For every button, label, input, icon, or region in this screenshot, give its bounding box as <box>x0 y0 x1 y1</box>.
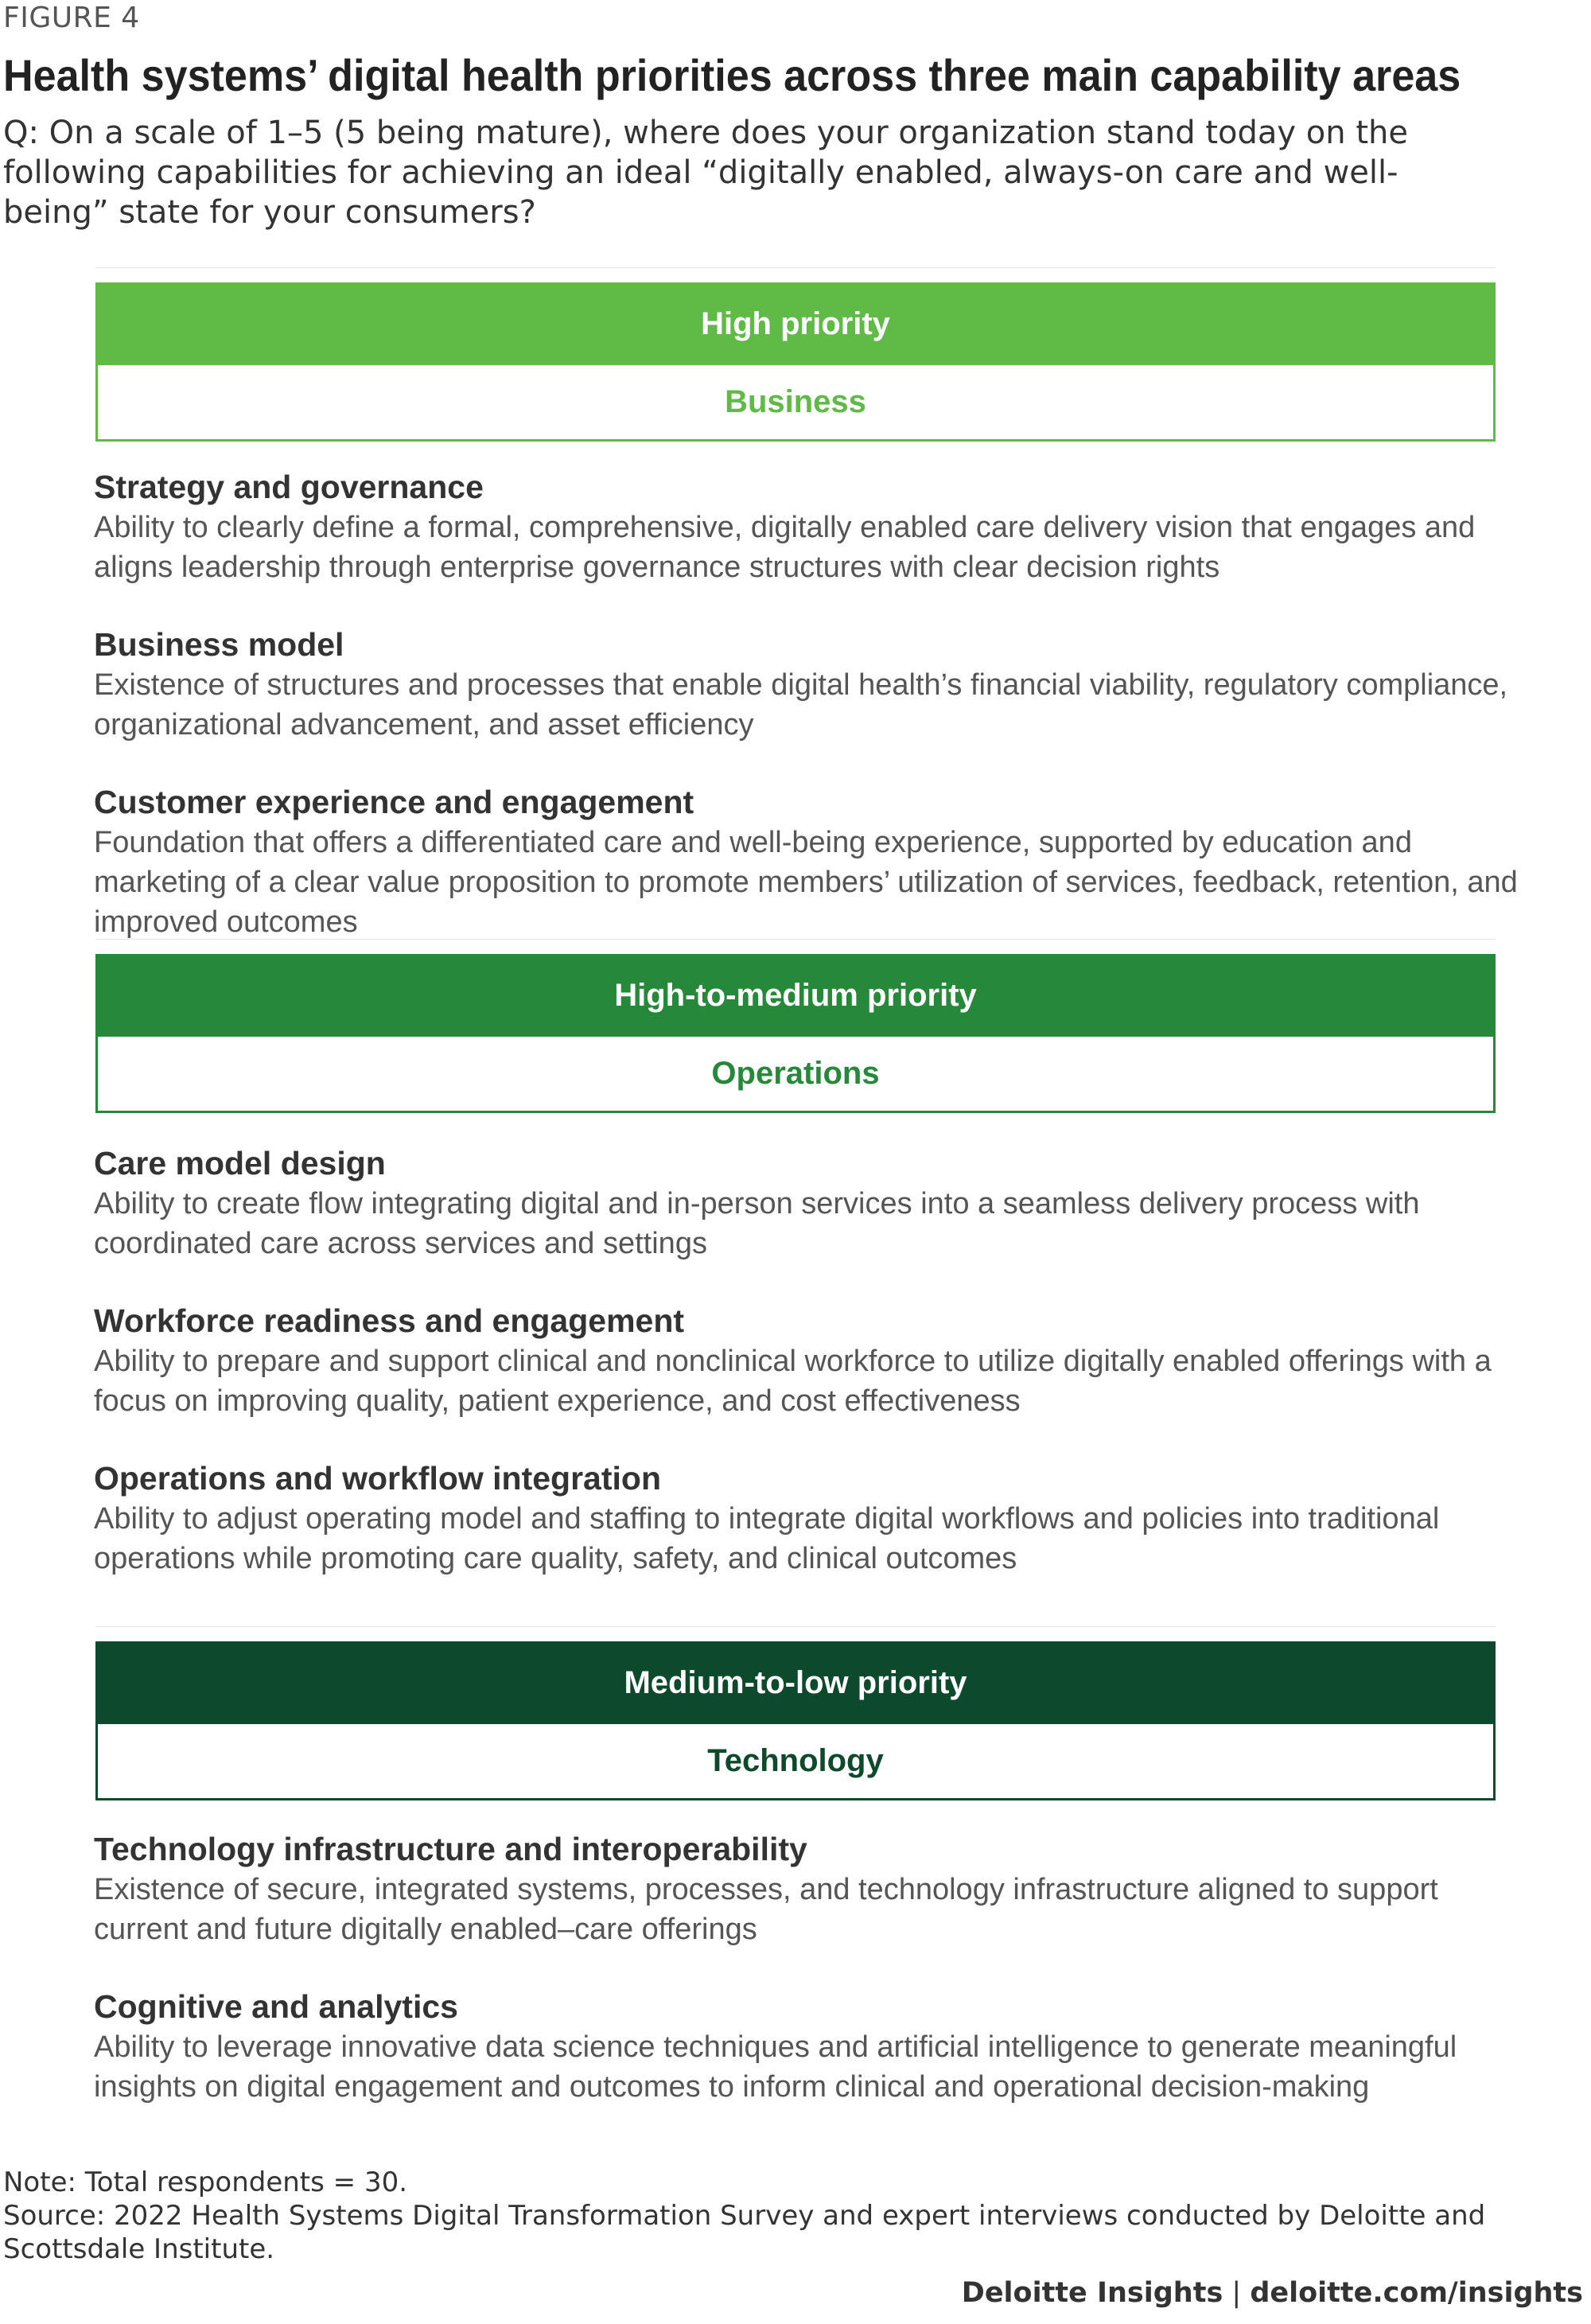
priority-block-high <box>95 267 1496 442</box>
capability-title: Care model design <box>94 1145 386 1181</box>
capability-description: Ability to prepare and support clinical and nonclinical workforce to utilize digitally enabled offerings with a focus on improving quality, patient experience, and cost effectiveness <box>94 1345 1492 1418</box>
priority-block-medium-low <box>95 1626 1496 1800</box>
capability-title: Customer experience and engagement <box>94 784 694 820</box>
brand-link[interactable]: deloitte.com/insights <box>1250 2277 1583 2309</box>
figure-title: Health systems’ digital health priorities across three main capability areas <box>3 50 1461 100</box>
figure-label: FIGURE 4 <box>3 2 140 34</box>
capability-title: Strategy and governance <box>94 469 484 505</box>
priority-label: Medium-to-low priority <box>624 1664 967 1700</box>
capability-area-business <box>95 365 1496 442</box>
capability-item <box>94 1458 1526 1579</box>
capability-title: Cognitive and analytics <box>94 1988 458 2025</box>
divider <box>95 267 1496 282</box>
capability-description: Ability to clearly define a formal, comprehensive, digitally enabled care delivery vision that engages and aligns leadership through enterprise governance structures with clear decision rights <box>94 511 1476 584</box>
source-text: Source: 2022 Health Systems Digital Transformation Survey and expert interviews conducted by Deloitte and Scottsdale Institute. <box>3 2200 1486 2265</box>
note-text: Note: Total respondents = 30. <box>3 2166 408 2198</box>
capability-title: Business model <box>94 626 344 663</box>
capability-title: Operations and workflow integration <box>94 1460 661 1497</box>
capability-area-label: Business <box>725 384 866 419</box>
capability-item <box>94 624 1526 745</box>
capability-item <box>94 781 1526 942</box>
priority-header-high <box>95 282 1496 365</box>
capability-description: Ability to adjust operating model and staffing to integrate digital workflows and policies into traditional operations while promoting care quality, safety, and clinical outcomes <box>94 1502 1440 1575</box>
brand-name: Deloitte Insights <box>961 2277 1223 2309</box>
priority-header-high-medium <box>95 954 1496 1037</box>
capability-description: Existence of secure, integrated systems, processes, and technology infrastructure aligned to support current and future digitally enabled–care offerings <box>94 1873 1438 1946</box>
capability-item <box>94 1828 1526 1949</box>
priority-label: High priority <box>701 306 890 341</box>
capability-item <box>94 1986 1526 2107</box>
capability-list-business <box>94 466 1526 979</box>
footnotes <box>3 2166 1578 2266</box>
capability-description: Existence of structures and processes that enable digital health’s financial viability, regulatory compliance, organizational advancement, and asset efficiency <box>94 668 1508 742</box>
brand-separator: | <box>1223 2277 1251 2309</box>
capability-list-technology <box>94 1828 1526 2143</box>
capability-item <box>94 1143 1526 1263</box>
capability-description: Ability to leverage innovative data science techniques and artificial intelligence to generate meaningful insights on digital engagement and outcomes to inform clinical and operational decision-making <box>94 2030 1457 2104</box>
capability-area-operations <box>95 1037 1496 1113</box>
priority-header-medium-low <box>95 1641 1496 1724</box>
capability-item <box>94 1300 1526 1421</box>
capability-area-label: Operations <box>711 1056 880 1091</box>
brand-credit <box>962 2277 1583 2309</box>
capability-description: Ability to create flow integrating digital and in-person services into a seamless delivery process with coordinated care across services and settings <box>94 1187 1420 1260</box>
priority-block-high-medium <box>95 939 1496 1113</box>
capability-title: Workforce readiness and engagement <box>94 1302 685 1339</box>
capability-list-operations <box>94 1143 1526 1615</box>
priority-label: High-to-medium priority <box>614 977 977 1013</box>
divider <box>95 939 1496 954</box>
capability-description: Foundation that offers a differentiated care and well-being experience, supported by education and marketing of a clear value proposition to promote members’ utilization of services, feedback, retention, and improved outcomes <box>94 826 1518 939</box>
capability-title: Technology infrastructure and interoperability <box>94 1831 807 1867</box>
capability-area-label: Technology <box>707 1743 884 1778</box>
capability-item <box>94 466 1526 587</box>
divider <box>95 1626 1496 1641</box>
survey-question: Q: On a scale of 1–5 (5 being mature), where does your organization stand today on the following capabilities for achieving an ideal “digitally enabled, always-on care and well-being” state for your consumers? <box>3 115 1408 231</box>
capability-area-technology <box>95 1724 1496 1800</box>
